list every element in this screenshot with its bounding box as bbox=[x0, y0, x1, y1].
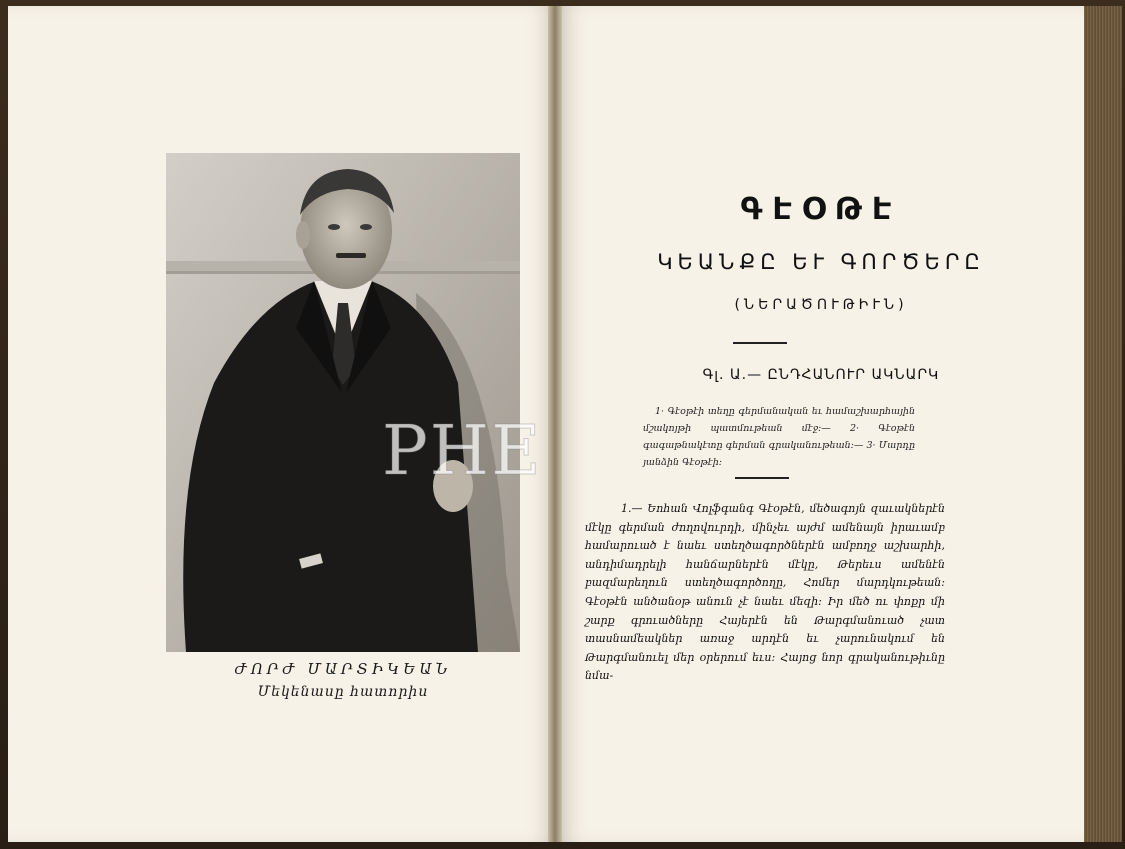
portrait-photo bbox=[166, 153, 520, 652]
chapter-heading: Գլ. Ա.— ԸՆԴՀԱՆՈՒՐ ԱԿՆԱՐԿ bbox=[702, 367, 940, 383]
book-gutter bbox=[548, 6, 562, 842]
watermark: PHE bbox=[382, 412, 543, 491]
divider-rule bbox=[733, 342, 787, 344]
book-subtitle: ԿԵԱՆՔԸ ԵՒ ԳՈՐԾԵՐԸ bbox=[657, 250, 985, 274]
body-paragraph: 1.— Եոհան Վոլֆգանգ Գէօթէն, մեծագոյն զաւակներէն մէկը գերման ժողովուրդի, մինչեւ այժմ ամենայն իրաւամբ համարուած է նաեւ ստեղծագործներէն ամբողջ աշխարհի, անդիմադրելի հանճարներէն մէկը, Թերեւս ամենէն բազմարեղուն ստեղծագործողը, Հոմեր մարդկութեան։ Գէօթէն անծանօթ անուն չէ նաեւ մեզի։ Իր մեծ ու փոքր մի շարք գրուածները Հայերէն են Թարգմանուած չատ տասնամեակներ առաջ արդէն եւ չարունակում են Թարգմանուել մեր օրերում եւս։ Հայոց նոր գրականութիւնը նմա- bbox=[585, 502, 945, 683]
page-edges bbox=[1084, 6, 1122, 842]
portrait-figure bbox=[166, 153, 520, 652]
portrait-caption-role: Մեկենասը հատորիս bbox=[257, 684, 429, 700]
chapter-summary: 1· Գէօթէի տեղը գերմանական եւ համաշխարհային մշակոյթի պատմութեան մէջ։— 2· Գէօթէն գագաթնակէտը գերման գրականութեան։— 3· Մարդը յանձին Գէօթէի։ bbox=[643, 406, 915, 468]
divider-rule bbox=[735, 477, 789, 479]
book-section-label: (ՆԵՐԱԾՈՒԹԻՒՆ) bbox=[734, 297, 908, 313]
portrait-caption-name: ԺՈՐԺ ՄԱՐՏԻԿԵԱՆ bbox=[234, 660, 452, 678]
book-title: ԳԷՕԹԷ bbox=[740, 192, 902, 227]
